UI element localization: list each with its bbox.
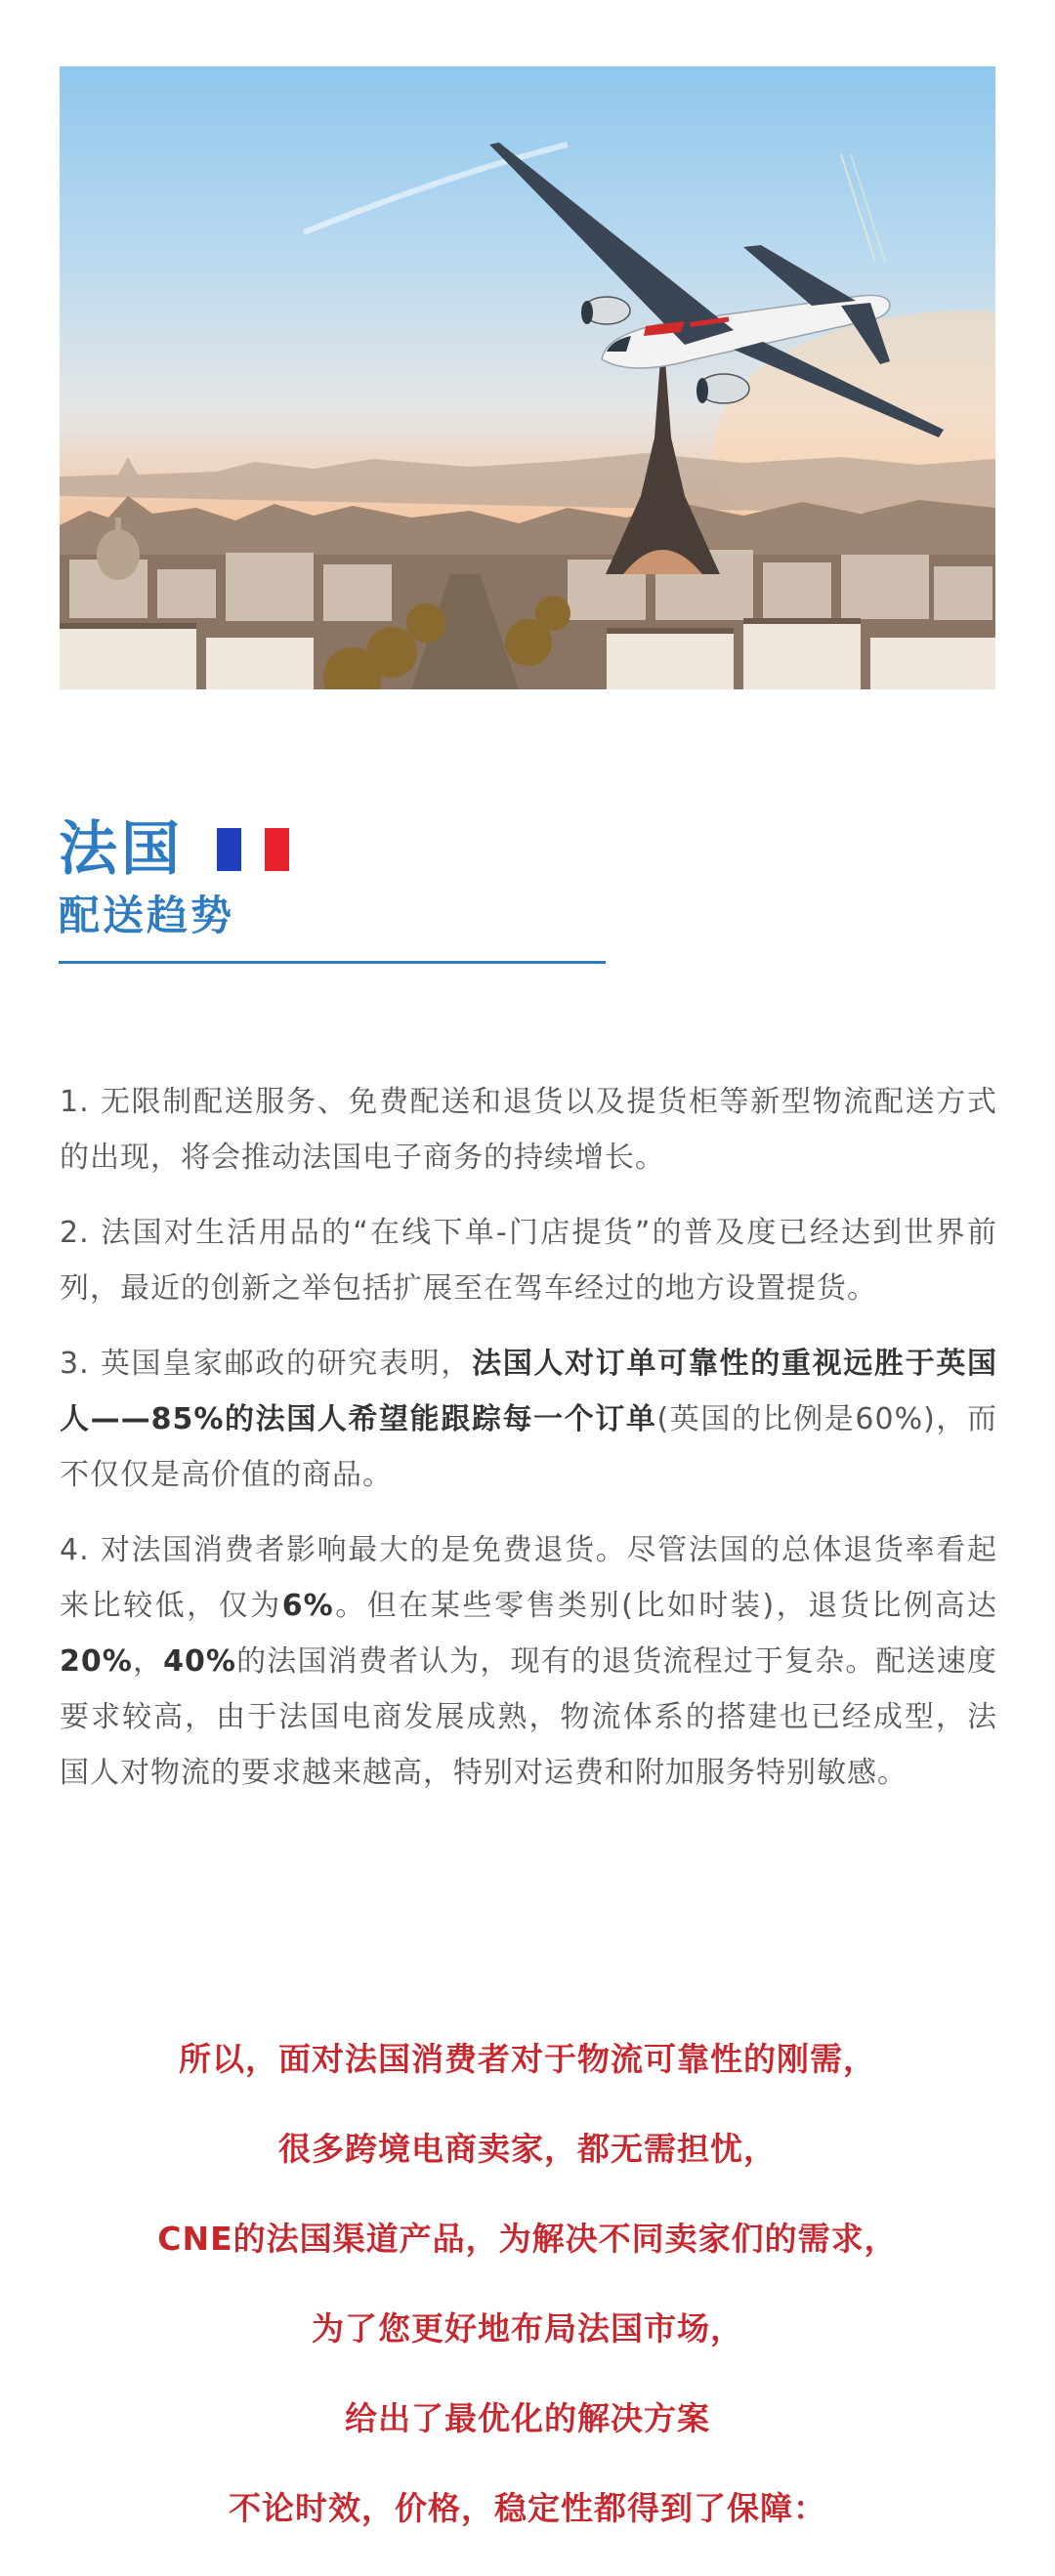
paragraph-4 xyxy=(60,1522,997,1801)
closing-line: 很多跨境电商卖家，都无需担忧， xyxy=(278,2130,777,2168)
paris-airplane-illustration xyxy=(60,66,995,689)
france-flag-icon xyxy=(217,828,289,871)
paragraph-4-stat-20: 20% xyxy=(60,1644,133,1679)
paragraph-2-text: 2. 法国对生活用品的“在线下单-门店提货”的普及度已经达到世界前列，最近的创新之举包括扩展至在驾车经过的地方设置提货。 xyxy=(60,1216,997,1306)
paragraph-2 xyxy=(60,1205,997,1316)
flag-stripe-blue xyxy=(217,828,241,871)
paragraph-4-text-g: 的法国消费者认为，现有的退货流程过于复杂。配送速度要求较高，由于法国电商发展成熟，物流体系的搭建也已经成型，法国人对物流的要求越来越高，特别对运费和附加服务特别敏感。 xyxy=(60,1644,998,1790)
closing-line: 给出了最优化的解决方案 xyxy=(345,2399,710,2437)
paragraph-3 xyxy=(60,1336,997,1503)
hero-image xyxy=(60,66,995,689)
flag-stripe-white xyxy=(241,828,266,871)
paragraph-4-text-e: ， xyxy=(132,1644,164,1679)
flag-stripe-red xyxy=(265,828,289,871)
closing-line: CNE的法国渠道产品，为解决不同卖家们的需求， xyxy=(157,2220,898,2258)
paragraph-4-stat-6: 6% xyxy=(281,1589,334,1623)
paragraph-1-text: 1. 无限制配送服务、免费配送和退货以及提货柜等新型物流配送方式的出现，将会推动法国电子商务的持续增长。 xyxy=(60,1085,997,1175)
page-title: 法国 xyxy=(59,815,184,884)
closing-statement xyxy=(0,2036,1055,2575)
paragraph-3-text-c: (英国的比例是60%)，而不仅仅是高价值的商品。 xyxy=(60,1402,997,1492)
closing-line: 所以，面对法国消费者对于物流可靠性的刚需， xyxy=(179,2040,876,2078)
paragraph-4-text-c: 。但在某些零售类别(比如时装)，退货比例高达 xyxy=(333,1589,997,1623)
article-body xyxy=(60,1074,997,1820)
paragraph-3-text-a: 3. 英国皇家邮政的研究表明， xyxy=(60,1347,473,1381)
page-subtitle: 配送趋势 xyxy=(59,892,235,939)
paragraph-4-text-a: 4. 对法国消费者影响最大的是免费退货。尽管法国的总体退货率看起来比较低，仅为 xyxy=(60,1533,997,1623)
paragraph-4-stat-40: 40% xyxy=(163,1644,236,1679)
paragraph-3-emphasis: 法国人对订单可靠性的重视远胜于英国人——85%的法国人希望能跟踪每一个订单 xyxy=(60,1347,998,1436)
closing-line: 为了您更好地布局法国市场， xyxy=(312,2309,743,2347)
title-divider xyxy=(59,961,606,964)
closing-line: 不论时效，价格，稳定性都得到了保障： xyxy=(229,2489,826,2527)
paragraph-1 xyxy=(60,1074,997,1185)
